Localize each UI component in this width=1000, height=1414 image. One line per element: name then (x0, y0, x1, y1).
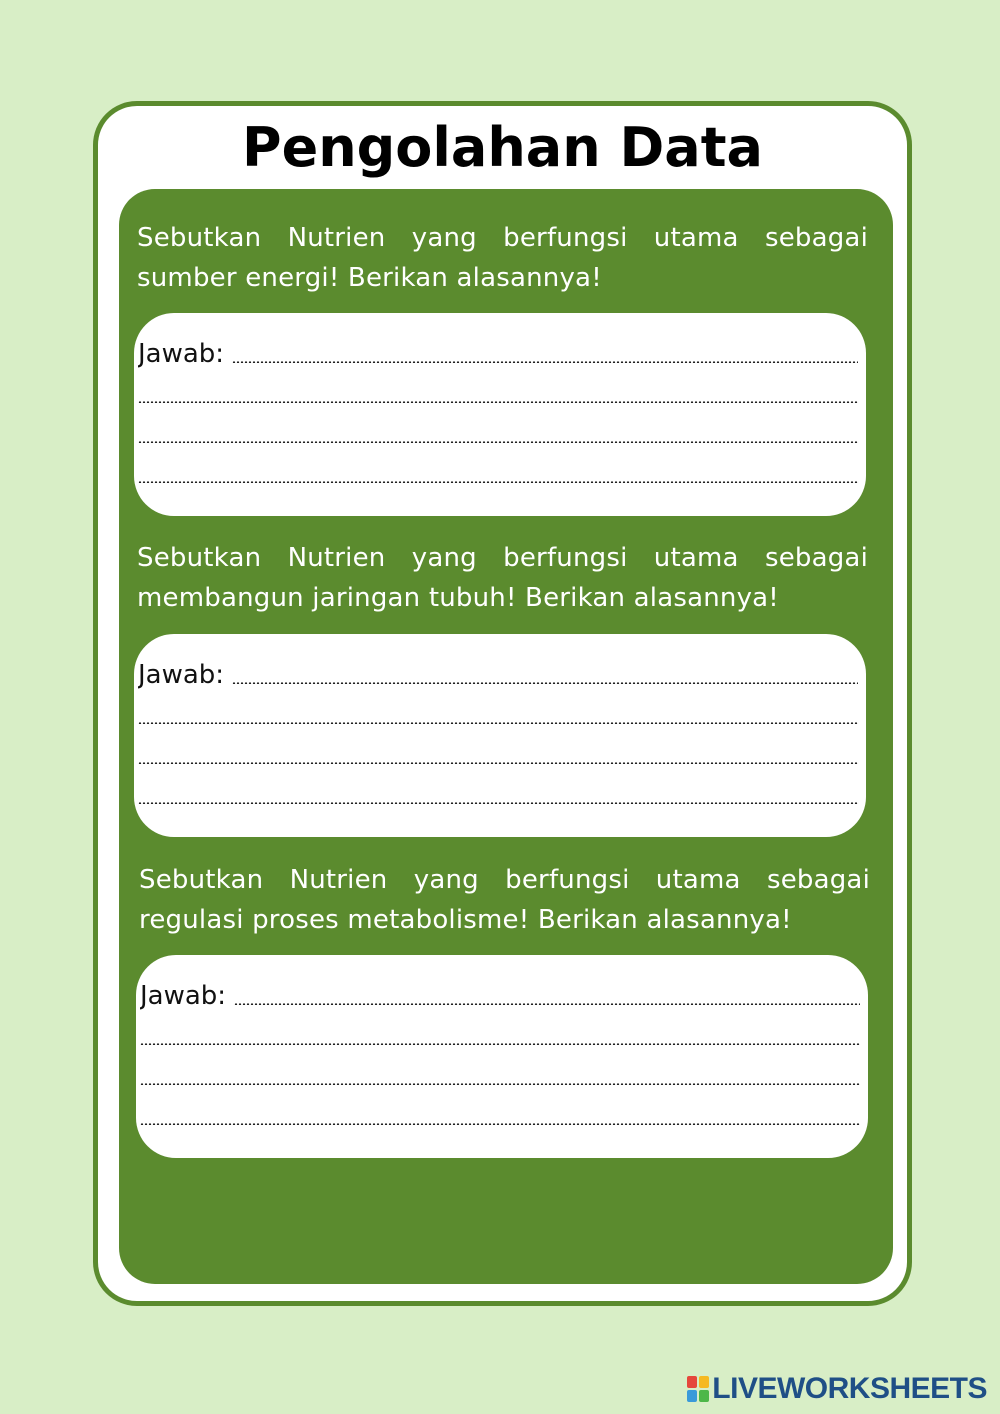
answer-line[interactable] (138, 694, 858, 734)
question-2-text: Sebutkan Nutrien yang berfungsi utama sebagai membangun jaringan tubuh! Berikan alasannya! (137, 543, 868, 613)
dotted-line (140, 1083, 860, 1085)
question-3-text: Sebutkan Nutrien yang berfungsi utama sebagai regulasi proses metabolisme! Berikan alasannya! (139, 865, 870, 935)
answer-line[interactable] (138, 333, 858, 373)
liveworksheets-brand[interactable] (687, 1373, 987, 1405)
answer-label: Jawab: (138, 339, 225, 369)
answer-box-3[interactable] (136, 955, 868, 1158)
answer-box-2[interactable] (134, 634, 866, 837)
liveworksheets-logo-icon (687, 1376, 709, 1402)
answer-box-1[interactable] (134, 313, 866, 516)
answer-line[interactable] (138, 453, 858, 493)
dotted-line (138, 481, 858, 483)
dotted-line (140, 1043, 860, 1045)
answer-line[interactable] (140, 975, 860, 1015)
answer-line[interactable] (138, 734, 858, 774)
question-1-text: Sebutkan Nutrien yang berfungsi utama sebagai sumber energi! Berikan alasannya! (137, 223, 868, 293)
dotted-line (232, 682, 858, 684)
answer-line[interactable] (138, 413, 858, 453)
dotted-line (140, 1123, 860, 1125)
dotted-line (138, 722, 858, 724)
dotted-line (234, 1003, 860, 1005)
dotted-line (138, 441, 858, 443)
answer-line[interactable] (140, 1095, 860, 1135)
dotted-line (138, 762, 858, 764)
answer-label: Jawab: (140, 981, 227, 1011)
answer-line[interactable] (138, 774, 858, 814)
answer-line[interactable] (138, 373, 858, 413)
answer-line[interactable] (138, 654, 858, 694)
page-title: Pengolahan Data (242, 116, 763, 179)
answer-line[interactable] (140, 1015, 860, 1055)
dotted-line (138, 401, 858, 403)
answer-label: Jawab: (138, 660, 225, 690)
dotted-line (232, 361, 858, 363)
brand-name: LIVEWORKSHEETS (712, 1372, 987, 1405)
dotted-line (138, 802, 858, 804)
answer-line[interactable] (140, 1055, 860, 1095)
